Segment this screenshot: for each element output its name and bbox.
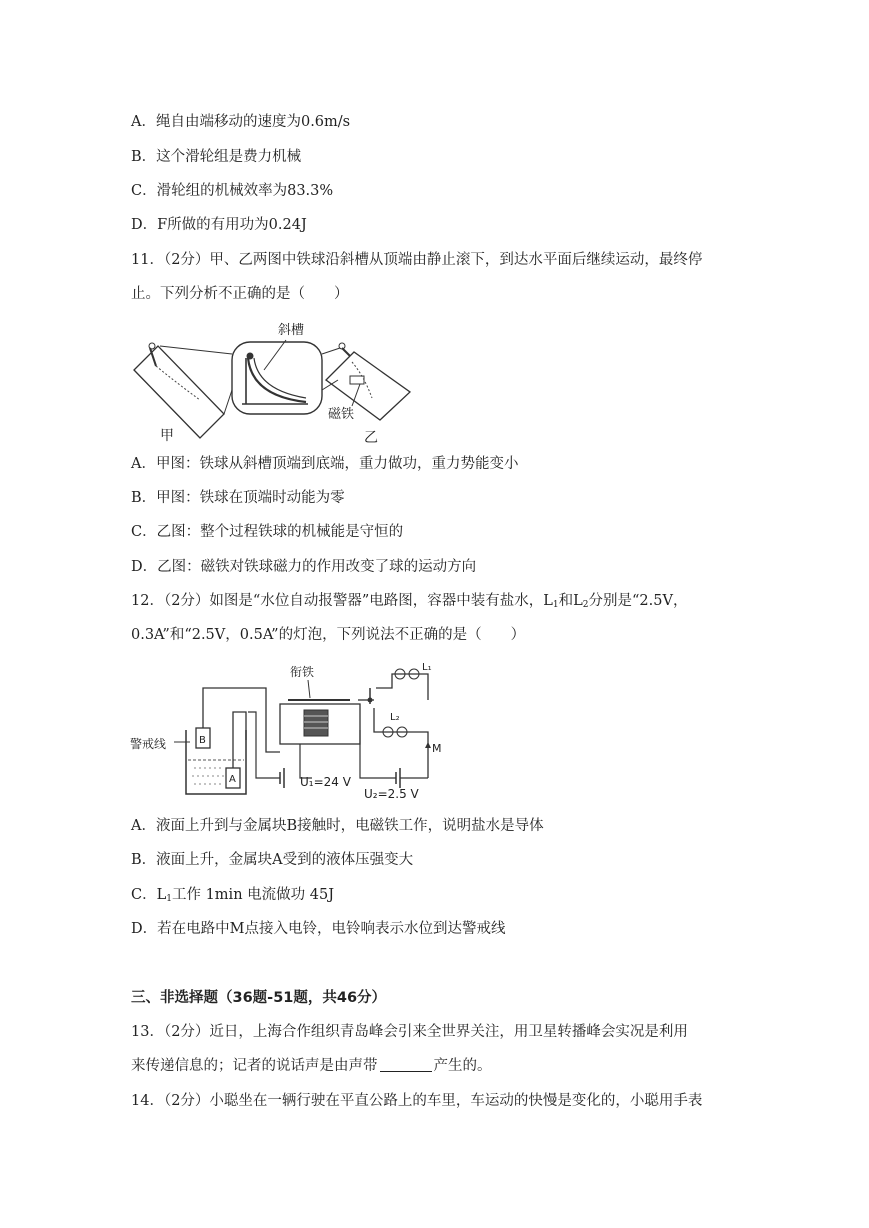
q11-stem-line2: 止。下列分析不正确的是（ ） <box>131 286 349 302</box>
q11-option-d: D．乙图：磁铁对铁球磁力的作用改变了球的运动方向 <box>131 559 477 575</box>
q13-answer-blank[interactable] <box>380 1057 432 1072</box>
q12-fig-label-u1: U₁=24 V <box>300 775 351 789</box>
q11-fig-label-jia: 甲 <box>160 428 174 444</box>
q12-stem-line2: 0.3A”和“2.5V，0.5A”的灯泡，下列说法不正确的是（ ） <box>131 627 526 643</box>
q12-fig-label-u2: U₂=2.5 V <box>364 787 419 800</box>
q12-fig-label-b: B <box>199 735 206 746</box>
q11-fig-label-yi: 乙 <box>364 430 378 446</box>
q12-option-c: C．$L_1$工作 1min 电流做功 45J <box>131 887 335 904</box>
q10-option-b: B．这个滑轮组是费力机械 <box>131 149 302 165</box>
q12-figure <box>128 660 448 800</box>
q12-option-b: B．液面上升，金属块A受到的液体压强变大 <box>131 852 414 868</box>
q12-fig-label-a: A <box>229 774 236 785</box>
q11-stem-line1: 11．（2分）甲、乙两图中铁球沿斜槽从顶端由静止滚下，到达水平面后继续运动，最终停 <box>131 252 703 268</box>
q13-line2: 来传递信息的；记者的说话声是由声带 产生的。 <box>131 1058 492 1074</box>
q12-fig-label-l1: L₁ <box>422 662 432 673</box>
q12-fig-label-l2: L₂ <box>390 712 400 723</box>
q12-option-a: A．液面上升到与金属块B接触时，电磁铁工作，说明盐水是导体 <box>131 818 544 834</box>
q13-line1: 13．（2分）近日，上海合作组织青岛峰会引来全世界关注，用卫星转播峰会实况是利用 <box>131 1024 688 1040</box>
section-title: 三、非选择题（36题-51题，共46分） <box>131 990 387 1006</box>
q11-option-b: B．甲图：铁球在顶端时动能为零 <box>131 490 345 506</box>
q14-line1: 14．（2分）小聪坐在一辆行驶在平直公路上的车里，车运动的快慢是变化的，小聪用手表 <box>131 1093 703 1109</box>
q11-fig-label-magnet: 磁铁 <box>328 407 355 422</box>
q10-option-d: D．F所做的有用功为0.24J <box>131 217 307 233</box>
q12-fig-label-armature: 衔铁 <box>290 665 315 679</box>
q10-option-a: A．绳自由端移动的速度为0.6m/s <box>131 114 351 130</box>
q11-option-c: C．乙图：整个过程铁球的机械能是守恒的 <box>131 524 404 540</box>
q12-fig-label-warning: 警戒线 <box>130 737 167 751</box>
q11-option-a: A．甲图：铁球从斜槽顶端到底端，重力做功，重力势能变小 <box>131 456 519 472</box>
q12-fig-label-m: M <box>432 742 442 755</box>
q12-option-d: D．若在电路中M点接入电铃，电铃响表示水位到达警戒线 <box>131 921 506 937</box>
q12-stem-line1: 12．（2分）如图是“水位自动报警器”电路图，容器中装有盐水，$L_1$和$L_2$分别是“2.5V， <box>131 593 688 610</box>
q11-figure <box>128 318 428 446</box>
q11-fig-label-chute: 斜槽 <box>278 323 305 338</box>
q10-option-c: C．滑轮组的机械效率为83.3% <box>131 183 334 199</box>
